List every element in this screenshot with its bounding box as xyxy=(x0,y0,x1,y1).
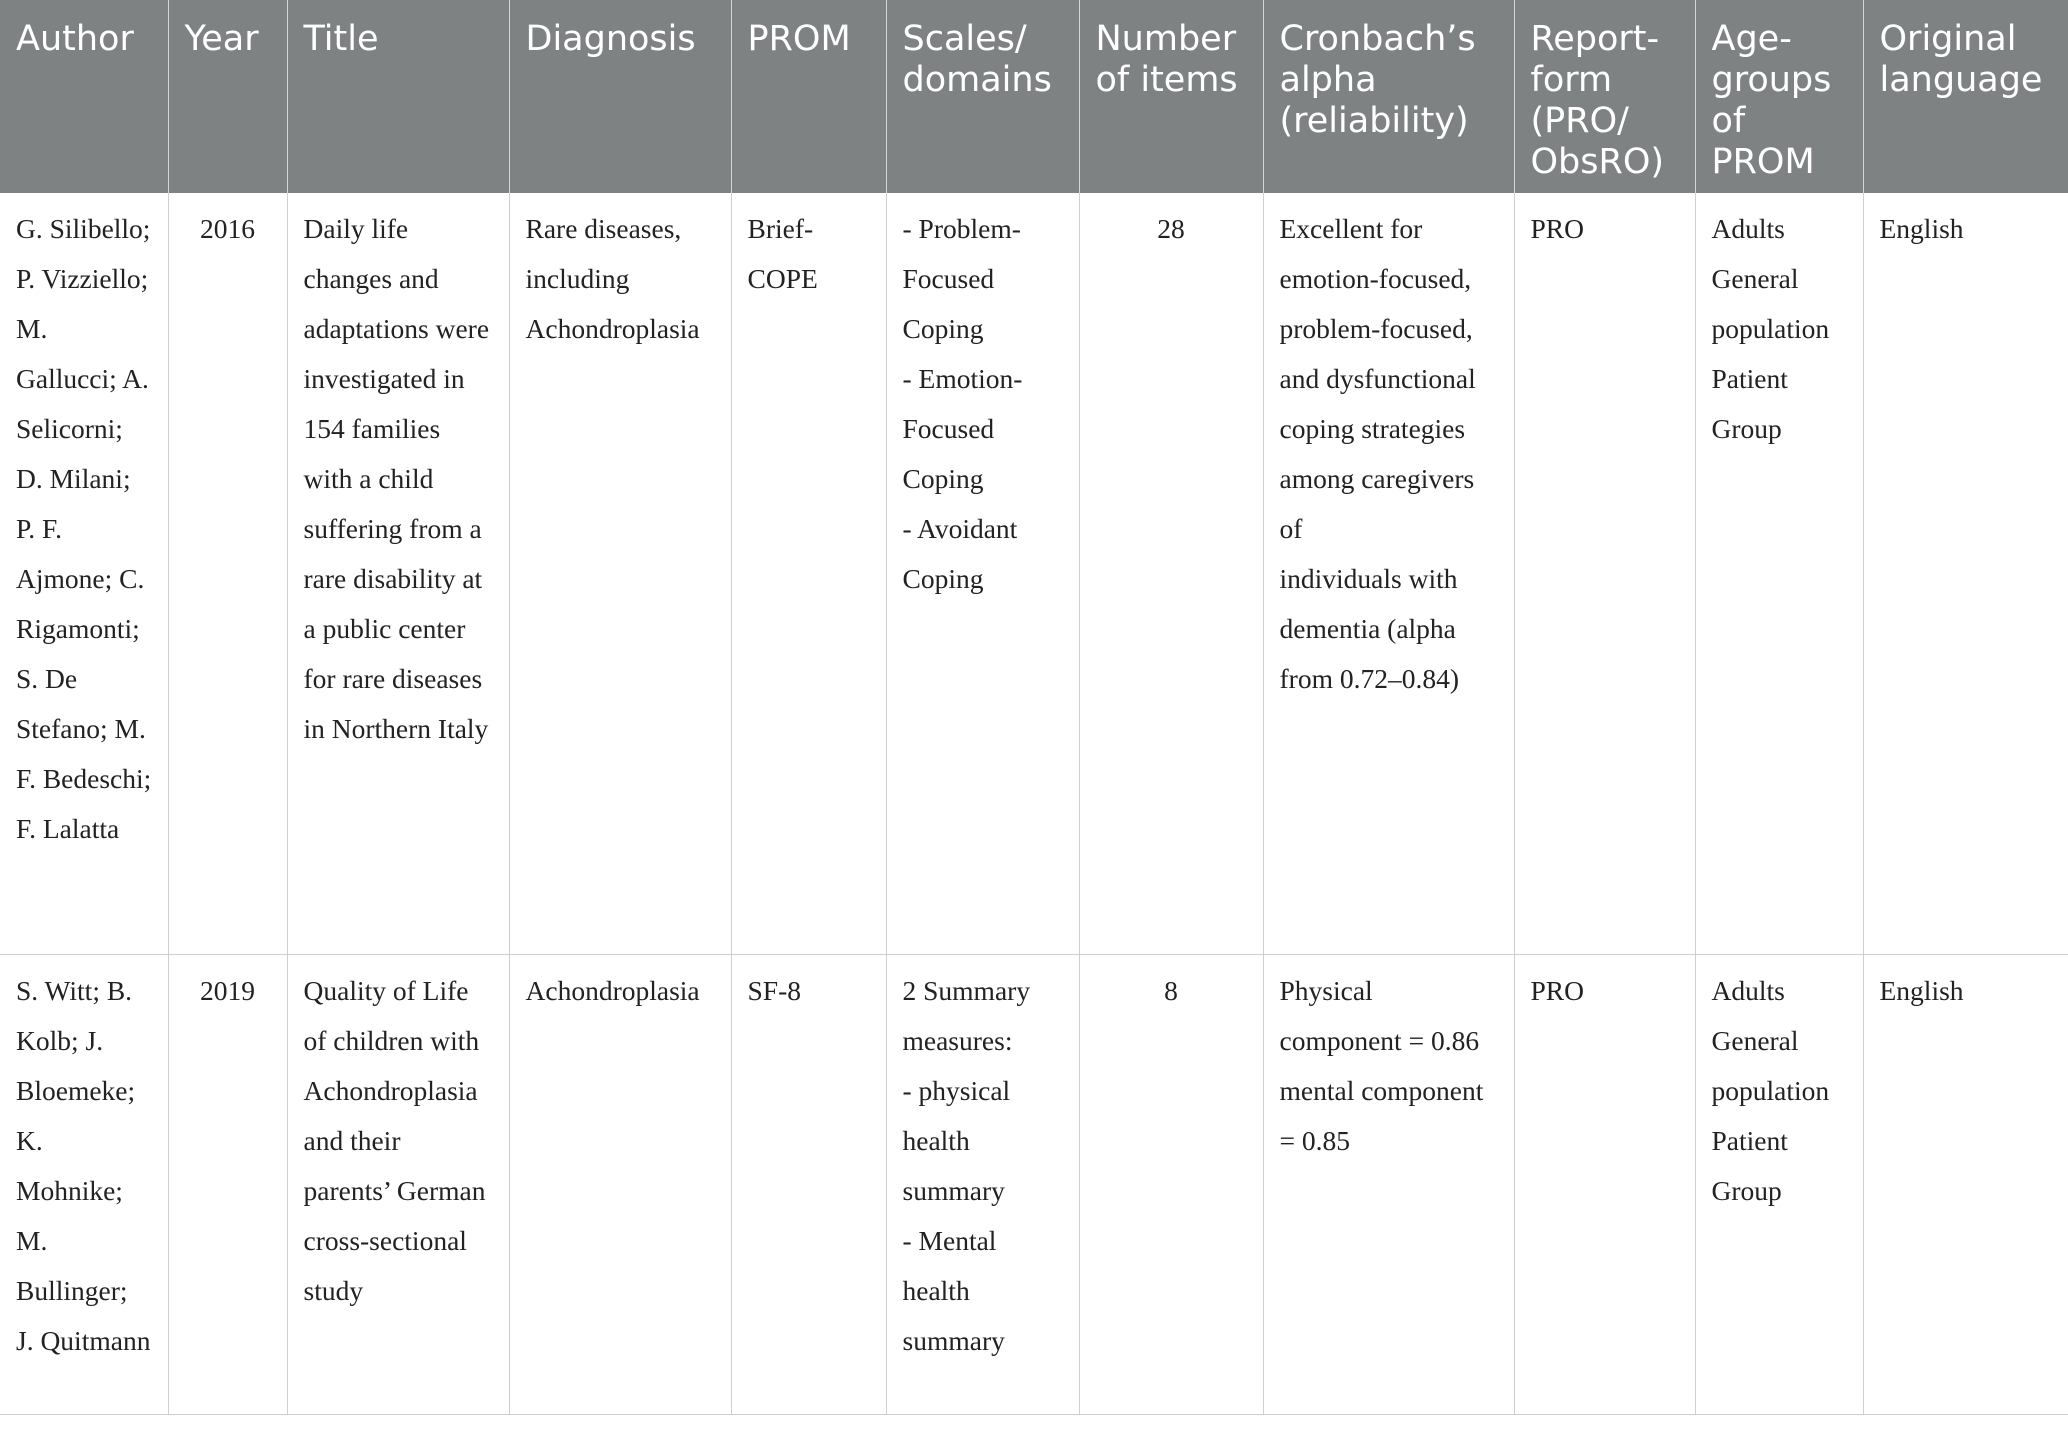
header-title: Title xyxy=(287,0,509,193)
cell-report-form: PRO xyxy=(1514,193,1695,954)
header-author: Author xyxy=(0,0,168,193)
alpha-line: Physical component = 0.86 xyxy=(1279,974,1480,1056)
alpha-line: Excellent for emotion-focused, problem-focused, and dysfunctional coping strategies among caregivers of xyxy=(1279,213,1476,544)
header-year: Year xyxy=(168,0,287,193)
cell-author: G. Silibello; P. Vizziello; M. Gallucci; A. Selicorni; D. Milani; P. F. Ajmone; C. Rigamonti; S. De Stefano; M. F. Bedeschi; F. Lalatta xyxy=(0,193,168,954)
cell-year: 2016 xyxy=(168,193,287,954)
scale-line: - Mental health summary xyxy=(902,1224,1005,1356)
cell-scales xyxy=(886,193,1079,954)
scale-line: - Avoidant Coping xyxy=(902,513,1018,594)
alpha-line: individuals with dementia (alpha from 0.72–0.84) xyxy=(1279,563,1459,694)
header-age-groups: Age-groups of PROM xyxy=(1695,0,1863,193)
cell-title: Daily life changes and adaptations were investigated in 154 families with a child suffering from a rare disability at a public center for rare diseases in Northern Italy xyxy=(287,193,509,954)
header-row xyxy=(0,0,2068,193)
cell-author: S. Witt; B. Kolb; J. Bloemeke; K. Mohnike; M. Bullinger; J. Quitmann xyxy=(0,954,168,1414)
cell-diagnosis: Rare diseases, including Achondroplasia xyxy=(509,193,731,954)
cell-prom: SF-8 xyxy=(731,954,886,1414)
scale-line: - physical health summary xyxy=(902,1074,1011,1206)
header-cronbachs-alpha: Cronbach’s alpha (reliability) xyxy=(1263,0,1514,193)
table-row xyxy=(0,954,2068,1414)
table-row xyxy=(0,193,2068,954)
age-group-line: Patient Group xyxy=(1711,1124,1788,1206)
header-report-form: Report-form (PRO/ ObsRO) xyxy=(1514,0,1695,193)
cell-prom: Brief-COPE xyxy=(731,193,886,954)
alpha-line: mental component = 0.85 xyxy=(1279,1074,1484,1156)
age-group-line: Adults xyxy=(1711,213,1785,244)
cell-language: English xyxy=(1863,193,2068,954)
cell-alpha xyxy=(1263,193,1514,954)
cell-diagnosis: Achondroplasia xyxy=(509,954,731,1414)
cell-year: 2019 xyxy=(168,954,287,1414)
age-group-line: General population xyxy=(1711,263,1830,344)
header-prom: PROM xyxy=(731,0,886,193)
cell-title: Quality of Life of children with Achondroplasia and their parents’ German cross-sectional study xyxy=(287,954,509,1414)
scale-line: 2 Summary measures: xyxy=(902,974,1031,1056)
scale-line: - Emotion-Focused Coping xyxy=(902,363,1023,494)
cell-age-groups xyxy=(1695,954,1863,1414)
age-group-line: Adults xyxy=(1711,974,1785,1006)
cell-number-of-items: 8 xyxy=(1079,954,1263,1414)
header-scales-domains: Scales/ domains xyxy=(886,0,1079,193)
header-diagnosis: Diagnosis xyxy=(509,0,731,193)
header-number-of-items: Number of items xyxy=(1079,0,1263,193)
cell-scales xyxy=(886,954,1079,1414)
age-group-line: General population xyxy=(1711,1024,1830,1106)
cell-age-groups xyxy=(1695,193,1863,954)
cell-report-form: PRO xyxy=(1514,954,1695,1414)
scale-line: - Problem-Focused Coping xyxy=(902,213,1021,344)
cell-language: English xyxy=(1863,954,2068,1414)
cell-number-of-items: 28 xyxy=(1079,193,1263,954)
header-original-language: Original language xyxy=(1863,0,2068,193)
age-group-line: Patient Group xyxy=(1711,363,1788,444)
cell-alpha xyxy=(1263,954,1514,1414)
